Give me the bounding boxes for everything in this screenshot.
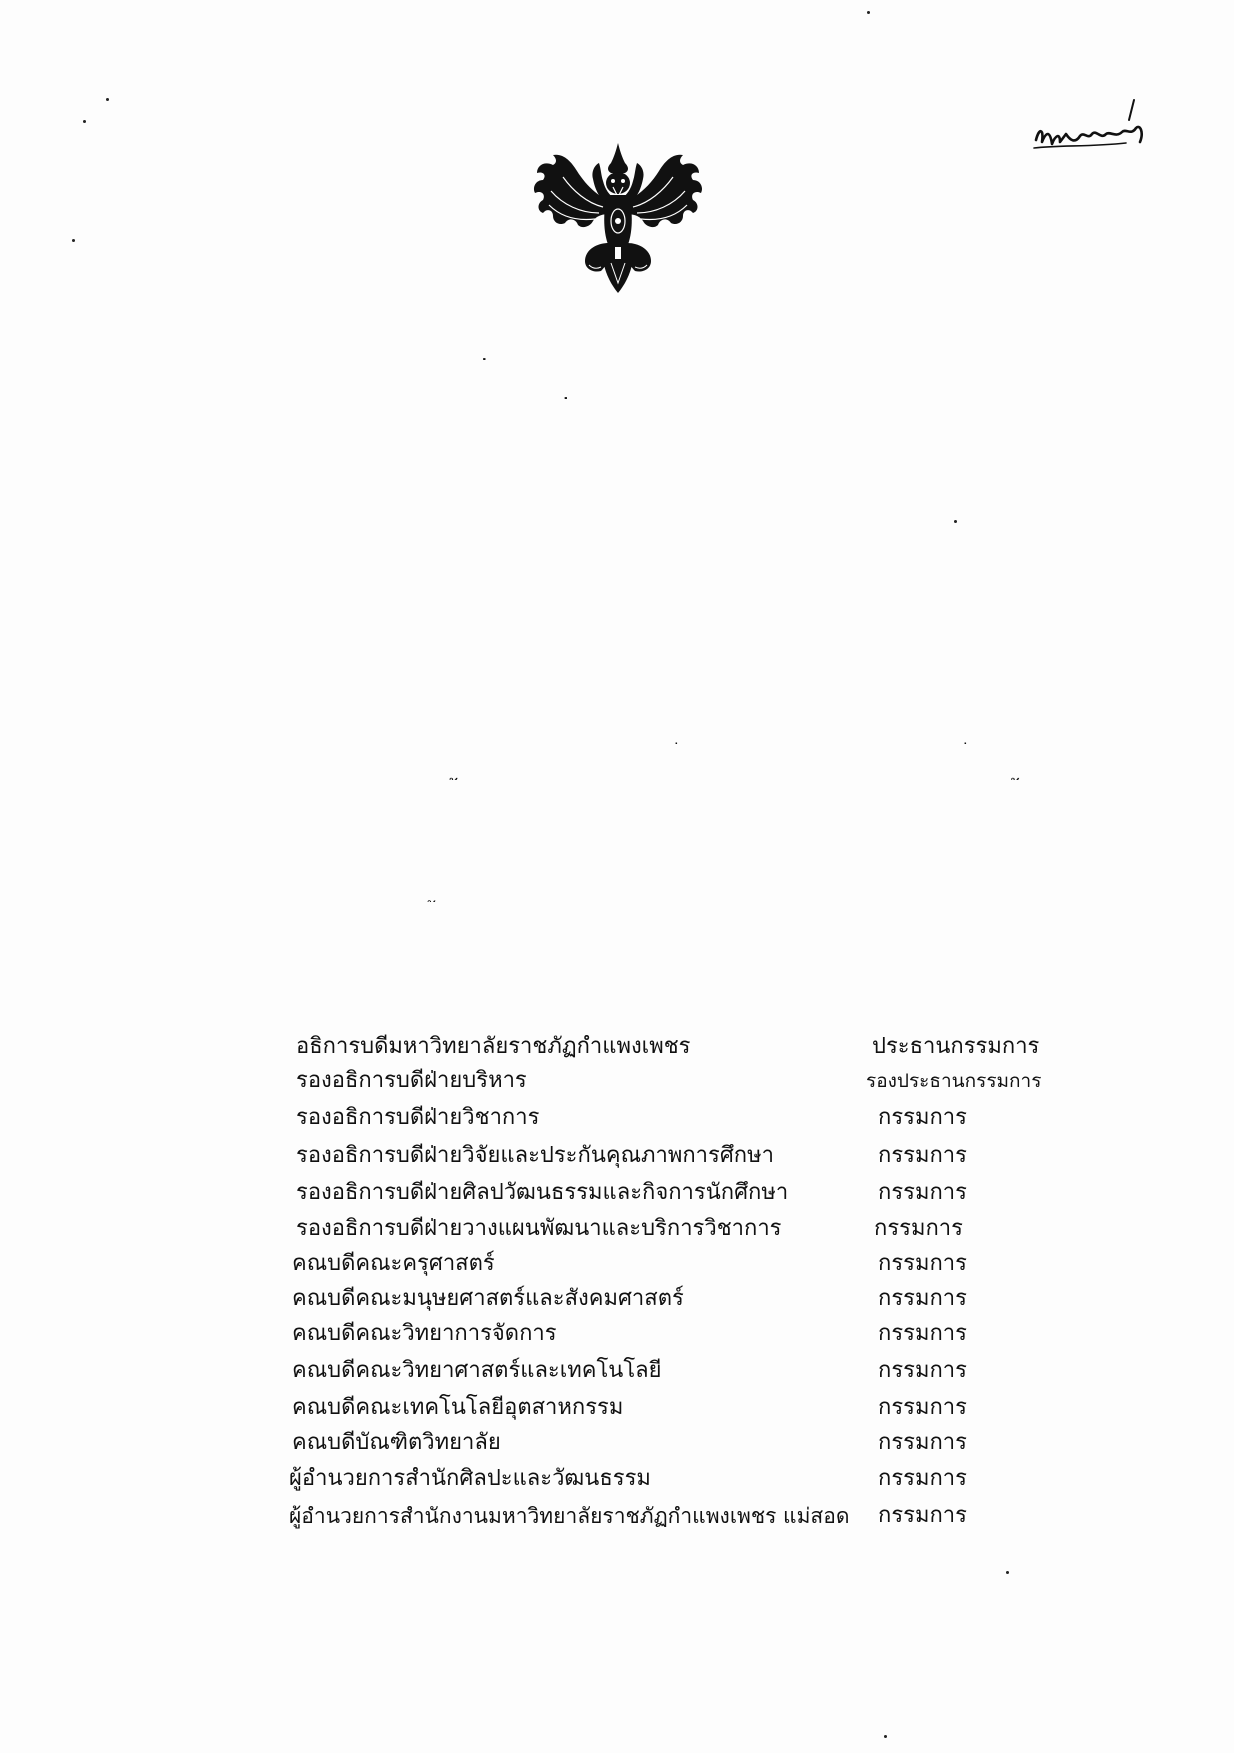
committee-role-cell xyxy=(878,1319,1038,1349)
committee-role: กรรมการ xyxy=(878,1251,967,1276)
committee-row xyxy=(0,1141,1234,1171)
paragraph-line xyxy=(156,872,1040,902)
committee-position: รองอธิการบดีฝ่ายศิลปวัฒนธรรมและกิจการนักศึกษา xyxy=(296,1180,789,1205)
section-heading-line xyxy=(302,961,1040,991)
committee-row xyxy=(0,1066,1234,1096)
committee-position: คณบดีคณะเทคโนโลยีอุตสาหกรรม xyxy=(292,1395,624,1420)
scan-speck xyxy=(867,11,870,14)
committee-role: กรรมการ xyxy=(878,1321,967,1346)
scan-speck xyxy=(1006,1571,1009,1574)
paragraph-line xyxy=(314,532,1040,562)
committee-row xyxy=(0,1284,1234,1314)
committee-position: คณบดีคณะวิทยาการจัดการ xyxy=(292,1321,557,1346)
committee-role-cell xyxy=(878,1178,1038,1208)
committee-row xyxy=(0,1501,1234,1531)
section-heading-line xyxy=(156,994,1040,1024)
committee-position-cell xyxy=(296,1032,856,1062)
committee-role-cell xyxy=(878,1393,1038,1423)
committee-position-cell xyxy=(289,1464,856,1494)
order-subject-label-line xyxy=(220,409,264,439)
committee-row xyxy=(0,1249,1234,1279)
committee-role-cell xyxy=(874,1214,1038,1244)
committee-position: ผู้อำนวยการสำนักศิลปะและวัฒนธรรม xyxy=(289,1466,651,1491)
committee-role-cell xyxy=(878,1464,1038,1494)
committee-position: รองอธิการบดีฝ่ายวิชาการ xyxy=(296,1105,540,1130)
committee-role-cell xyxy=(878,1249,1038,1279)
committee-role: กรรมการ xyxy=(878,1395,967,1420)
committee-position: รองอธิการบดีฝ่ายวางแผนพัฒนาและบริการวิชาการ xyxy=(296,1216,782,1241)
committee-row xyxy=(0,1032,1234,1062)
paragraph-line xyxy=(156,572,1040,602)
paragraph-line xyxy=(156,836,1040,866)
committee-role-cell xyxy=(878,1103,1038,1133)
committee-position: รองอธิการบดีฝ่ายวิจัยและประกันคุณภาพการศึกษา xyxy=(296,1143,774,1168)
scan-speck xyxy=(954,520,957,523)
order-issuer-line xyxy=(108,330,1108,360)
committee-role: กรรมการ xyxy=(878,1286,967,1311)
committee-role: กรรมการ xyxy=(878,1143,967,1168)
paragraph-line xyxy=(156,750,1040,780)
committee-row xyxy=(0,1178,1234,1208)
committee-role: กรรมการ xyxy=(878,1105,967,1130)
scan-speck xyxy=(83,120,86,123)
committee-role-cell xyxy=(878,1428,1038,1458)
committee-row xyxy=(0,1464,1234,1494)
committee-role-cell xyxy=(878,1284,1038,1314)
continued-line xyxy=(878,1597,1078,1627)
committee-position: คณบดีคณะวิทยาศาสตร์และเทคโนโลยี xyxy=(292,1358,662,1383)
header-note-line xyxy=(67,35,1227,65)
title-separator-line xyxy=(461,468,713,498)
committee-role-cell xyxy=(878,1356,1038,1386)
committee-position: คณบดีบัณฑิตวิทยาลัย xyxy=(292,1430,501,1455)
committee-position-cell xyxy=(296,1103,856,1133)
committee-position-cell xyxy=(292,1428,856,1458)
garuda-emblem-icon xyxy=(523,143,713,293)
committee-role: ประธานกรรมการ xyxy=(872,1034,1040,1059)
scan-speck xyxy=(106,98,109,101)
paragraph-line xyxy=(156,608,1040,638)
committee-row xyxy=(0,1428,1234,1458)
committee-role: กรรมการ xyxy=(878,1358,967,1383)
committee-position-cell xyxy=(292,1393,856,1423)
order-number-line xyxy=(108,369,1108,399)
committee-row xyxy=(0,1103,1234,1133)
committee-role: กรรมการ xyxy=(878,1503,967,1528)
committee-row xyxy=(0,1319,1234,1349)
committee-position: อธิการบดีมหาวิทยาลัยราชภัฏกำแพงเพชร xyxy=(296,1034,691,1059)
committee-position-cell xyxy=(296,1178,856,1208)
committee-role: รองประธานกรรมการ xyxy=(866,1070,1042,1092)
committee-position-cell xyxy=(292,1284,856,1314)
committee-role: กรรมการ xyxy=(878,1180,967,1205)
paragraph-line xyxy=(156,714,1040,744)
committee-row xyxy=(0,1356,1234,1386)
committee-role: กรรมการ xyxy=(874,1216,963,1241)
committee-position-cell xyxy=(289,1501,856,1531)
order-subject-line xyxy=(267,409,1047,439)
committee-role: กรรมการ xyxy=(878,1466,967,1491)
committee-row xyxy=(0,1214,1234,1244)
committee-role-cell xyxy=(866,1066,1042,1096)
committee-position: คณบดีคณะครุศาสตร์ xyxy=(292,1251,495,1276)
paragraph-line xyxy=(156,908,1040,938)
committee-role: กรรมการ xyxy=(878,1430,967,1455)
committee-role-cell xyxy=(878,1141,1038,1171)
committee-position-cell xyxy=(292,1356,856,1386)
scan-speck xyxy=(72,239,75,242)
paragraph-line xyxy=(291,797,1040,827)
committee-position: ผู้อำนวยการสำนักงานมหาวิทยาลัยราชภัฏกำแพงเพชร แม่สอด xyxy=(289,1504,850,1528)
committee-position-cell xyxy=(296,1214,856,1244)
committee-role-cell xyxy=(878,1501,1038,1531)
committee-position: คณบดีคณะมนุษยศาสตร์และสังคมศาสตร์ xyxy=(292,1286,684,1311)
paragraph-line xyxy=(156,643,1040,673)
committee-position-cell xyxy=(296,1066,856,1096)
committee-position-cell xyxy=(296,1141,856,1171)
committee-row xyxy=(0,1393,1234,1423)
committee-position-cell xyxy=(292,1249,856,1279)
committee-role-cell xyxy=(872,1032,1042,1062)
paragraph-line xyxy=(156,679,1040,709)
handwritten-initials-icon xyxy=(1030,98,1155,156)
committee-position-cell xyxy=(292,1319,856,1349)
scan-speck xyxy=(884,1735,887,1738)
committee-position: รองอธิการบดีฝ่ายบริหาร xyxy=(296,1068,527,1093)
